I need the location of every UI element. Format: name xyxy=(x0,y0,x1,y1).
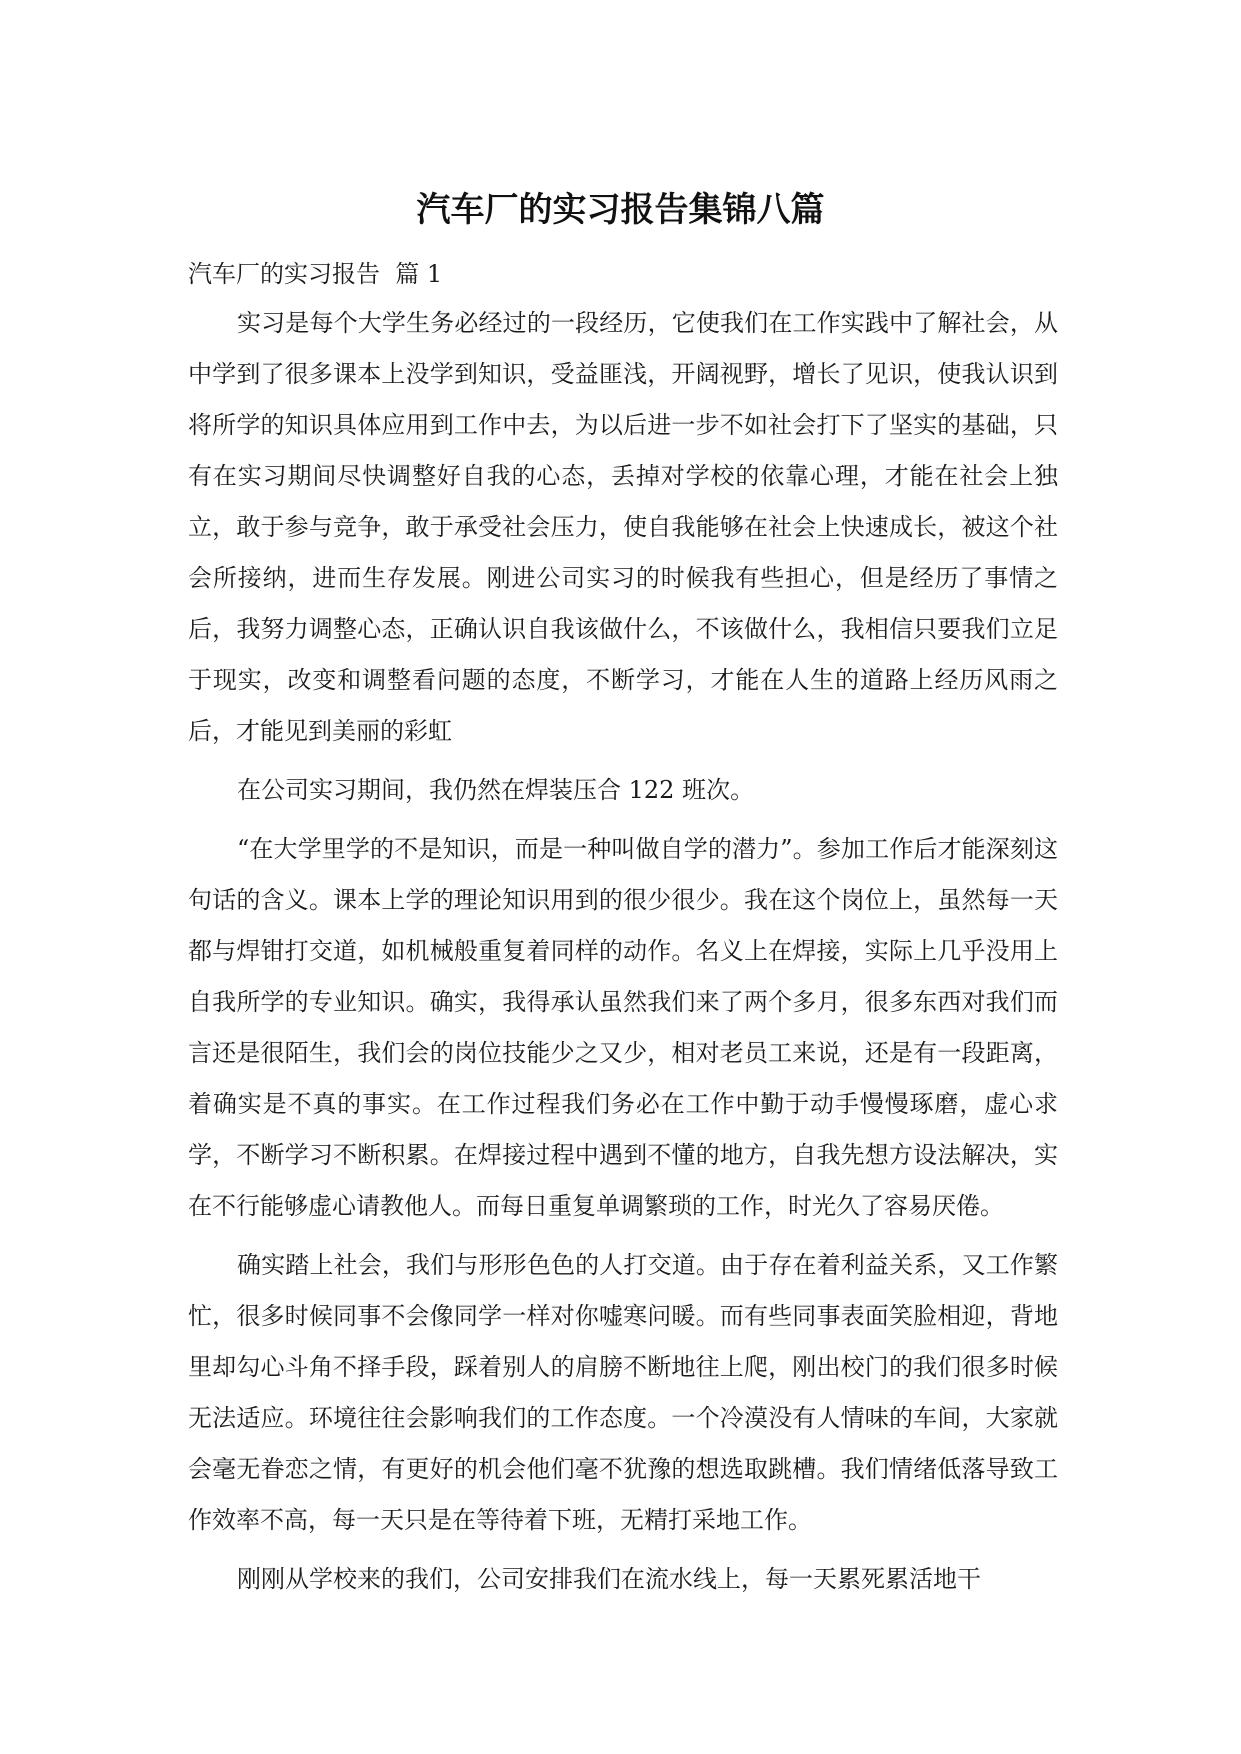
paragraph: 在公司实习期间，我仍然在焊装压合 122 班次。 xyxy=(237,776,755,804)
document-body xyxy=(188,298,1058,1613)
paragraph: 刚刚从学校来的我们，公司安排我们在流水线上，每一天累死累活地干 xyxy=(237,1565,981,1593)
paragraph: 确实踏上社会，我们与形形色色的人打交道。由于存在着利益关系，又工作繁忙，很多时候同事不会像同学一样对你嘘寒问暖。而有些同事表面笑脸相迎，背地里却勾心斗角不择手段，踩着别人的肩膀不断地往上爬，刚出校门的我们很多时候无法适应。环境往往会影响我们的工作态度。一个冷漠没有人情味的车间，大家就会毫无眷恋之情，有更好的机会他们毫不犹豫的想选取跳槽。我们情绪低落导致工作效率不高，每一天只是在等待着下班，无精打采地工作。 xyxy=(188,1251,1058,1534)
paragraph: “在大学里学的不是知识，而是一种叫做自学的潜力”。参加工作后才能深刻这句话的含义。课本上学的理论知识用到的很少很少。我在这个岗位上，虽然每一天都与焊钳打交道，如机械般重复着同样的动作。名义上在焊接，实际上几乎没用上自我所学的专业知识。确实，我得承认虽然我们来了两个多月，很多东西对我们而言还是很陌生，我们会的岗位技能少之又少，相对老员工来说，还是有一段距离，着确实是不真的事实。在工作过程我们务必在工作中勤于动手慢慢琢磨，虚心求学，不断学习不断积累。在焊接过程中遇到不懂的地方，自我先想方设法解决，实在不行能够虚心请教他人。而每日重复单调繁琐的工作，时光久了容易厌倦。 xyxy=(188,835,1058,1220)
section-heading: 汽车厂的实习报告 篇 1 xyxy=(188,260,443,288)
document-title: 汽车厂的实习报告集锦八篇 xyxy=(416,190,825,230)
paragraph: 实习是每个大学生务必经过的一段经历，它使我们在工作实践中了解社会，从中学到了很多课本上没学到知识，受益匪浅，开阔视野，增长了见识，使我认识到将所学的知识具体应用到工作中去，为以后进一步不如社会打下了坚实的基础，只有在实习期间尽快调整好自我的心态，丢掉对学校的依靠心理，才能在社会上独立，敢于参与竞争，敢于承受社会压力，使自我能够在社会上快速成长，被这个社会所接纳，进而生存发展。刚进公司实习的时候我有些担心，但是经历了事情之后，我努力调整心态，正确认识自我该做什么，不该做什么，我相信只要我们立足于现实，改变和调整看问题的态度，不断学习，才能在人生的道路上经历风雨之后，才能见到美丽的彩虹 xyxy=(188,309,1058,745)
